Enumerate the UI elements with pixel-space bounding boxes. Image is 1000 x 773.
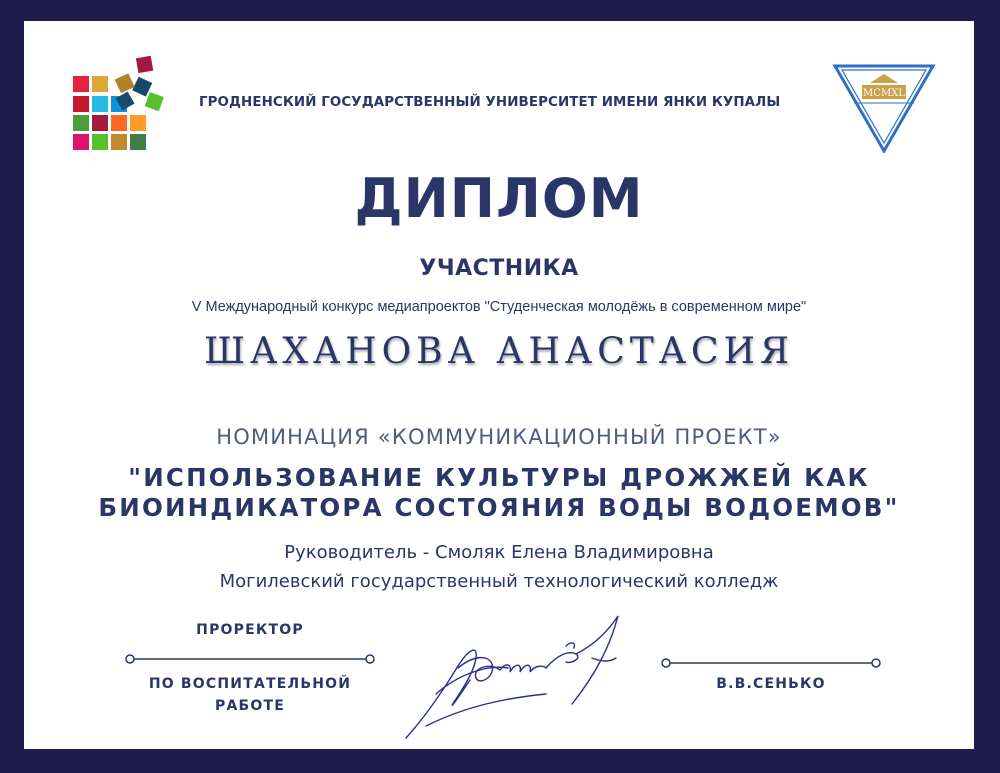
college-name: Могилевский государственный технологический колледж xyxy=(219,571,779,592)
signature-line-right xyxy=(660,657,882,669)
project-title-line-1: "ИСПОЛЬЗОВАНИЕ КУЛЬТУРЫ ДРОЖЖЕЙ КАК xyxy=(128,463,870,492)
recipient-name: ШАХАНОВА АНАСТАСИЯ xyxy=(203,331,795,372)
signer-position-top: ПРОРЕКТОР xyxy=(196,622,304,638)
university-name: ГРОДНЕНСКИЙ ГОСУДАРСТВЕННЫЙ УНИВЕРСИТЕТ ИМЕНИ ЯНКИ КУПАЛЫ xyxy=(199,95,781,110)
emblem-text: MCMXL xyxy=(863,88,905,99)
project-title xyxy=(24,463,974,523)
signer-position-line-2: РАБОТЕ xyxy=(215,698,285,714)
contest-name: V Международный конкурс медиапроектов "Студенческая молодёжь в современном мире" xyxy=(191,299,807,315)
diploma-title: ДИПЛОМ xyxy=(354,167,644,230)
university-emblem-icon xyxy=(832,63,936,153)
handwritten-signature xyxy=(396,606,628,746)
diploma-sheet xyxy=(24,21,974,749)
nomination: НОМИНАЦИЯ «КОММУНИКАЦИОННЫЙ ПРОЕКТ» xyxy=(216,425,782,449)
supervisor-block xyxy=(24,538,974,596)
project-title-line-2: БИОИНДИКАТОРА СОСТОЯНИЯ ВОДЫ ВОДОЕМОВ" xyxy=(98,493,900,522)
signer-name: В.В.СЕНЬКО xyxy=(716,676,826,692)
signer-position-line-1: ПО ВОСПИТАТЕЛЬНОЙ xyxy=(148,676,352,692)
diploma-subtitle: УЧАСТНИКА xyxy=(419,256,579,281)
signature-line-left xyxy=(124,653,376,665)
signer-position-bottom xyxy=(120,673,380,717)
supervisor-name: Руководитель - Смоляк Елена Владимировна xyxy=(284,542,714,563)
university-logo-icon xyxy=(71,54,171,154)
